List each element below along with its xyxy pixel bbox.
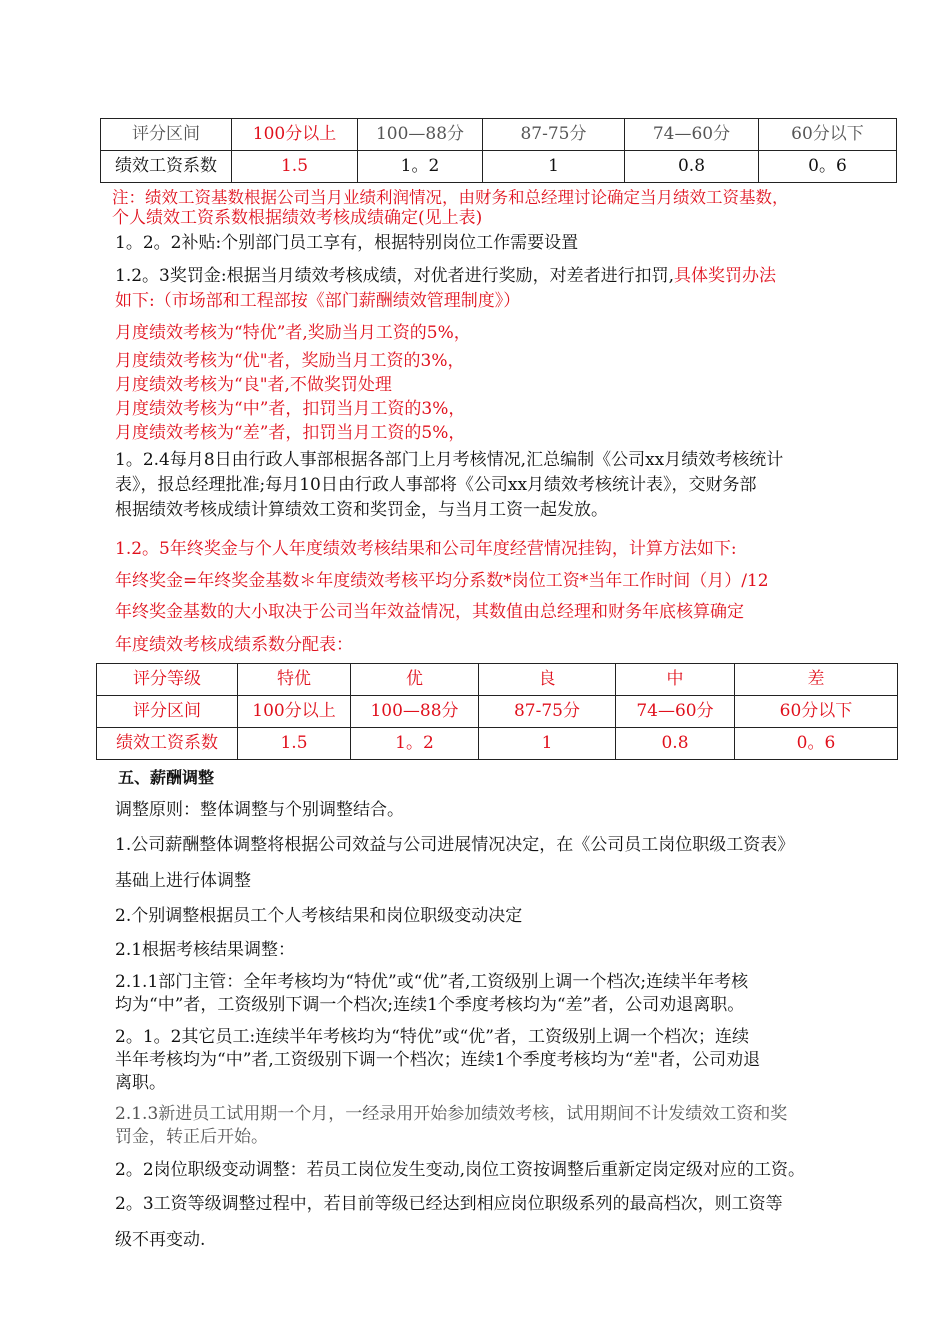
table-cell: 0。6 xyxy=(759,151,897,183)
note-line-1: 注：绩效工资基数根据公司当月业绩利润情况，由财务和总经理讨论确定当月绩效工资基数， xyxy=(112,188,789,207)
paragraph-1-2-3-highlight: 具体奖罚办法 xyxy=(673,266,776,286)
table-cell: 特优 xyxy=(238,664,351,696)
rule-item: 月度绩效考核为“特优”者,奖励当月工资的5%， xyxy=(115,323,471,343)
table-cell: 100—88分 xyxy=(358,119,483,151)
table-cell: 60分以下 xyxy=(735,696,898,728)
coefficient-table-annual xyxy=(96,663,898,760)
paragraph-2-1-1-line: 2.1.1部门主管：全年考核均为“特优”或“优”者,工资级别上调一个档次;连续半年考核 xyxy=(115,972,749,992)
paragraph-1-2-3-line1 xyxy=(115,265,776,287)
table-cell: 0。6 xyxy=(735,728,898,760)
table-row xyxy=(101,119,897,151)
table-cell: 绩效工资系数 xyxy=(101,151,232,183)
table-row xyxy=(101,151,897,183)
paragraph-1-2-5-line: 1.2。5年终奖金与个人年度绩效考核结果和公司年度经营情况挂钩，计算方法如下: xyxy=(115,539,737,559)
paragraph-2-1-2-line: 半年考核均为“中”者,工资级别下调一个档次；连续1个季度考核均为“差"者，公司劝退 xyxy=(115,1050,761,1070)
paragraph-2-2: 2。2岗位职级变动调整：若员工岗位发生变动,岗位工资按调整后重新定岗定级对应的工资。 xyxy=(115,1160,806,1180)
table-cell: 评分等级 xyxy=(97,664,238,696)
paragraph-1-2-3-text: 1.2。3奖罚金:根据当月绩效考核成绩，对优者进行奖励，对差者进行扣罚, xyxy=(115,266,674,286)
table-cell: 0.8 xyxy=(625,151,759,183)
paragraph-1-2-2: 1。2。2补贴:个别部门员工享有，根据特别岗位工作需要设置 xyxy=(115,233,579,253)
paragraph-1-2-4-line: 1。2.4每月8日由行政人事部根据各部门上月考核情况,汇总编制《公司xx月绩效考核统计 xyxy=(115,450,784,470)
paragraph-1-line2: 基础上进行体调整 xyxy=(115,871,251,891)
paragraph-2-3-line1: 2。3工资等级调整过程中，若目前等级已经达到相应岗位职级系列的最高档次，则工资等 xyxy=(115,1194,783,1214)
table-cell: 中 xyxy=(616,664,735,696)
rule-item: 月度绩效考核为“良"者,不做奖罚处理 xyxy=(115,375,392,395)
coefficient-table-top xyxy=(100,118,897,183)
paragraph-1-2-5-formula: 年终奖金=年终奖金基数＊年度绩效考核平均分系数*岗位工资*当年工作时间（月）/12 xyxy=(115,571,769,591)
table-cell: 100分以上 xyxy=(238,696,351,728)
table-cell: 良 xyxy=(479,664,616,696)
paragraph-1-line1: 1.公司薪酬整体调整将根据公司效益与公司进展情况决定，在《公司员工岗位职级工资表》 xyxy=(115,835,795,855)
rule-item: 月度绩效考核为“优"者，奖励当月工资的3%， xyxy=(115,351,465,371)
paragraph-2: 2.个别调整根据员工个人考核结果和岗位职级变动决定 xyxy=(115,906,523,926)
table-cell: 1。2 xyxy=(351,728,479,760)
table-cell: 绩效工资系数 xyxy=(97,728,238,760)
paragraph-1-2-4-line: 表》，报总经理批准;每月10日由行政人事部将《公司xx月绩效考核统计表》，交财务部 xyxy=(115,475,757,495)
rule-item: 月度绩效考核为“中”者，扣罚当月工资的3%， xyxy=(115,399,466,419)
table-cell: 1.5 xyxy=(238,728,351,760)
paragraph-2-3-line2: 级不再变动. xyxy=(115,1230,206,1250)
table-cell: 差 xyxy=(735,664,898,696)
paragraph-1-2-3-line2: 如下:（市场部和工程部按《部门薪酬绩效管理制度》） xyxy=(115,291,521,311)
paragraph-1-2-5-line: 年度绩效考核成绩系数分配表： xyxy=(115,635,353,655)
table-cell: 评分区间 xyxy=(101,119,232,151)
table-row xyxy=(97,664,898,696)
table-row xyxy=(97,728,898,760)
paragraph-1-2-5-line: 年终奖金基数的大小取决于公司当年效益情况，其数值由总经理和财务年底核算确定 xyxy=(115,602,744,622)
table-cell: 1.5 xyxy=(232,151,358,183)
paragraph-2-1-3-line: 罚金，转正后开始。 xyxy=(115,1127,268,1147)
table-cell: 优 xyxy=(351,664,479,696)
table-cell: 74—60分 xyxy=(616,696,735,728)
table-cell: 100—88分 xyxy=(351,696,479,728)
paragraph-2-1-1-line: 均为“中”者，工资级别下调一个档次;连续1个季度考核均为“差”者，公司劝退离职。 xyxy=(115,995,745,1015)
section-title: 五、薪酬调整 xyxy=(118,768,215,787)
paragraph-2-1-2-line: 2。1。2其它员工:连续半年考核均为“特优”或“优”者，工资级别上调一个档次；连续 xyxy=(115,1027,749,1047)
table-cell: 1 xyxy=(483,151,625,183)
table-row xyxy=(97,696,898,728)
paragraph-2-1: 2.1根据考核结果调整： xyxy=(115,940,296,960)
paragraph-1-2-4-line: 根据绩效考核成绩计算绩效工资和奖罚金，与当月工资一起发放。 xyxy=(115,500,608,520)
note-line-2: 个人绩效工资系数根据绩效考核成绩确定(见上表) xyxy=(112,208,483,228)
table-cell: 评分区间 xyxy=(97,696,238,728)
table-cell: 0.8 xyxy=(616,728,735,760)
table-cell: 1。2 xyxy=(358,151,483,183)
paragraph-2-1-2-line: 离职。 xyxy=(115,1073,166,1093)
table-cell: 74—60分 xyxy=(625,119,759,151)
table-cell: 60分以下 xyxy=(759,119,897,151)
paragraph-2-1-3-line: 2.1.3新进员工试用期一个月，一经录用开始参加绩效考核，试用期间不计发绩效工资和奖 xyxy=(115,1104,788,1124)
table-cell: 1 xyxy=(479,728,616,760)
table-cell: 87-75分 xyxy=(483,119,625,151)
rule-item: 月度绩效考核为“差”者，扣罚当月工资的5%， xyxy=(115,423,466,443)
table-cell: 87-75分 xyxy=(479,696,616,728)
table-cell: 100分以上 xyxy=(232,119,358,151)
adjust-principle: 调整原则：整体调整与个别调整结合。 xyxy=(115,800,404,820)
